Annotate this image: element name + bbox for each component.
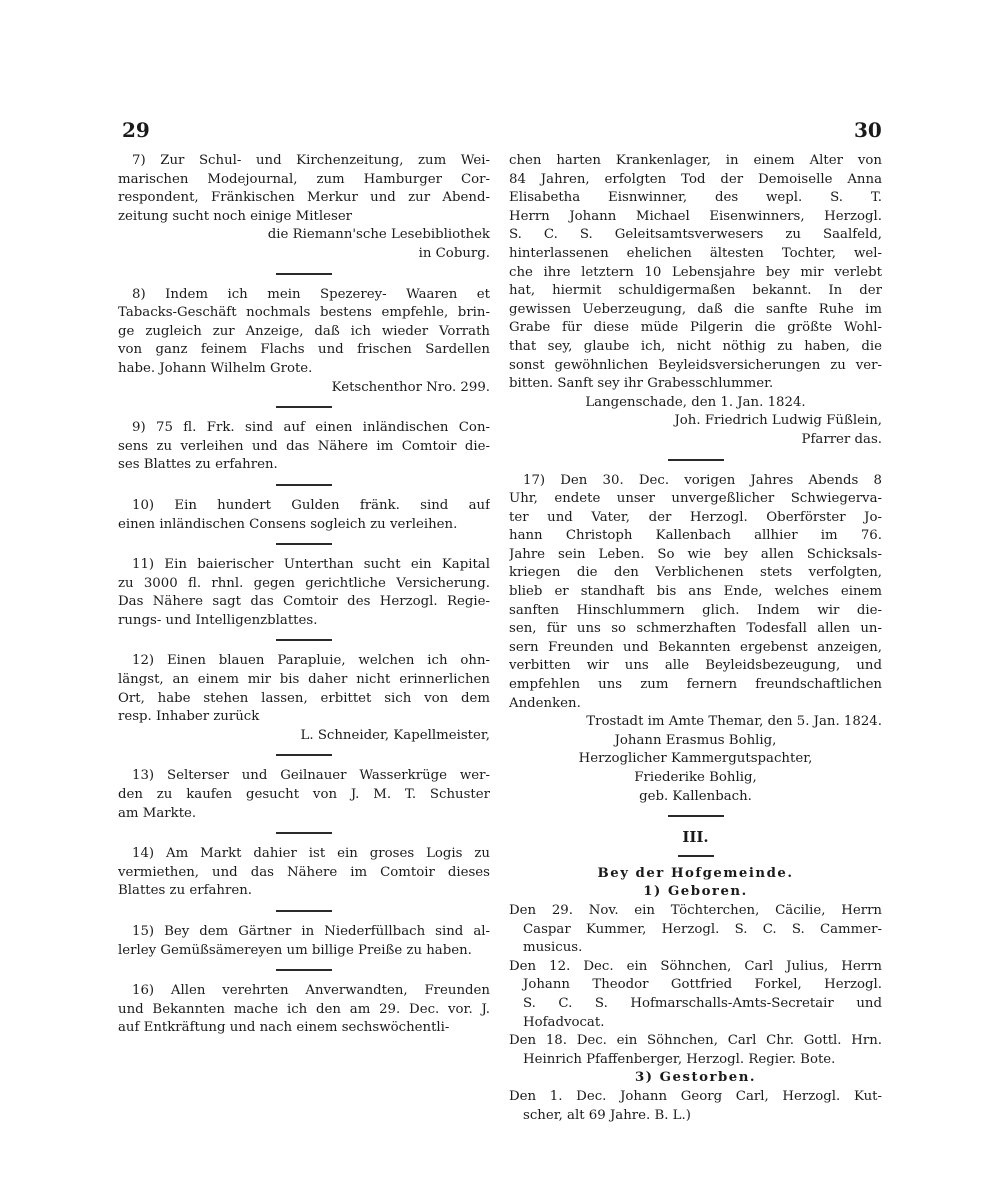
notice-line: chen harten Krankenlager, in einem Alter von — [509, 153, 882, 168]
notice-line: Das Nähere sagt das Comtoir des Herzogl. Regie- — [118, 594, 490, 610]
separator-rule — [668, 815, 724, 817]
notice-line: 7) Zur Schul- und Kirchenzeitung, zum Wei- — [132, 153, 490, 168]
record-line: Den 29. Nov. ein Töchterchen, Cäcilie, Herrn — [509, 902, 882, 918]
separator-rule — [276, 969, 332, 971]
separator-rule — [276, 832, 332, 834]
notice-e16-continuation — [509, 152, 882, 450]
notice-e9 — [118, 419, 490, 475]
notice-signature: Friederike Bohlig, — [634, 770, 757, 785]
notice-line: resp. Inhaber zurück — [118, 709, 260, 725]
separator-rule — [678, 855, 714, 857]
notice-line: rungs- und Intelligenzblattes. — [118, 612, 318, 628]
section-number: III. — [682, 828, 709, 847]
notice-line: ses Blattes zu erfahren. — [118, 457, 278, 473]
notice-e16 — [118, 982, 490, 1038]
record-line: S. C. S. Hofmarschalls-Amts-Secretair und — [523, 995, 882, 1011]
notice-line: zeitung sucht noch einige Mitleser — [118, 208, 353, 224]
separator-rule — [276, 406, 332, 408]
record-line: Heinrich Pfaffenberger, Herzogl. Regier. Bote. — [523, 1051, 836, 1067]
notice-signature: L. Schneider, Kapellmeister, — [300, 727, 490, 743]
record-line: Johann Theodor Gottfried Forkel, Herzogl. — [523, 977, 882, 993]
notice-line: ter und Vater, der Herzogl. Oberförster Jo- — [509, 509, 882, 525]
notice-line: 84 Jahren, erfolgten Tod der Demoiselle Anna — [509, 171, 882, 187]
notice-line: von ganz feinem Flachs und frischen Sardellen — [118, 342, 490, 358]
notice-line: Blattes zu erfahren. — [118, 883, 253, 899]
notice-line: Tabacks-Geschäft nochmals bestens empfehle, brin- — [118, 305, 490, 321]
notice-line: längst, an einem mir bis daher nicht erinnerlichen — [118, 672, 490, 688]
notice-line: Ort, habe stehen lassen, erbittet sich von dem — [118, 690, 490, 706]
left-column — [118, 152, 490, 1038]
notice-line: sanften Hinschlummern glich. Indem wir die- — [509, 602, 882, 618]
notice-line: verbitten wir uns alle Beyleidsbezeugung, und — [509, 658, 882, 674]
notice-line: respondent, Fränkischen Merkur und zur Abend- — [118, 190, 490, 206]
notice-line: den zu kaufen gesucht von J. M. T. Schuster — [118, 787, 490, 803]
death-record — [509, 1088, 882, 1125]
birth-record — [509, 958, 882, 1032]
notice-signature: Joh. Friedrich Ludwig Füßlein, — [674, 413, 882, 429]
notice-line: that sey, glaube ich, nicht nöthig zu haben, die — [509, 338, 882, 354]
notice-e17 — [509, 472, 882, 807]
notice-line: Jahre sein Leben. So wie bey allen Schicksals- — [509, 546, 882, 562]
notice-line: Uhr, endete unser unvergeßlicher Schwiegerva- — [509, 491, 882, 507]
notice-line: che ihre letztern 10 Lebensjahre bey mir verlebt — [509, 264, 882, 280]
notice-signature: Ketschenthor Nro. 299. — [331, 379, 490, 395]
notice-line: am Markte. — [118, 805, 197, 821]
notice-line: 16) Allen verehrten Anverwandten, Freunden — [132, 983, 490, 999]
notice-line: 13) Selterser und Geilnauer Wasserkrüge wer- — [132, 768, 490, 784]
notice-line: hann Christoph Kallenbach allhier im 76. — [509, 528, 882, 544]
separator-rule — [276, 754, 332, 756]
birth-record — [509, 902, 882, 958]
notice-e13 — [118, 767, 490, 823]
notice-signature: die Riemann'sche Lesebibliothek — [267, 227, 490, 243]
right-column — [509, 152, 882, 1125]
record-line: scher, alt 69 Jahre. B. L.) — [523, 1107, 691, 1123]
separator-rule — [668, 459, 724, 461]
notice-line: Andenken. — [509, 695, 581, 711]
notice-line: Grabe für diese müde Pilgerin die größte Wohl- — [509, 320, 882, 336]
record-line: Den 18. Dec. ein Söhnchen, Carl Chr. Gottl. Hrn. — [509, 1033, 882, 1049]
notice-line: S. C. S. Geleitsamtsverwesers zu Saalfeld, — [509, 227, 882, 243]
notice-signature: Johann Erasmus Bohlig, — [614, 732, 777, 748]
deaths-heading: 3) Gestorben. — [634, 1070, 757, 1086]
notice-line: sen, für uns so schmerzhaften Todesfall allen un- — [509, 621, 882, 637]
notice-line: hinterlassenen ehelichen ältesten Tochter, wel- — [509, 245, 882, 261]
notice-line: 10) Ein hundert Gulden fränk. sind auf — [132, 497, 490, 513]
record-line: Hofadvocat. — [523, 1014, 605, 1030]
separator-rule — [276, 910, 332, 912]
record-line: Caspar Kummer, Herzogl. S. C. S. Cammer- — [523, 921, 882, 937]
notice-line: und Bekannten mache ich den am 29. Dec. vor. J. — [118, 1001, 490, 1017]
notice-line: lerley Gemüßsämereyen um billige Preiße zu haben. — [118, 942, 472, 958]
notice-line: zu 3000 fl. rhnl. gegen gerichtliche Versicherung. — [118, 575, 490, 591]
notice-line: 8) Indem ich mein Spezerey- Waaren et — [132, 286, 490, 302]
notice-line: einen inländischen Consens sogleich zu verleihen. — [118, 516, 458, 532]
notice-line: gewissen Ueberzeugung, daß die sanfte Ruhe im — [509, 301, 882, 317]
notice-signature: Herzoglicher Kammergutspachter, — [578, 751, 813, 767]
notice-line: sern Freunden und Bekannten ergebenst anzeigen, — [509, 639, 882, 655]
notice-signature: Pfarrer das. — [801, 431, 882, 447]
notice-line: habe. Johann Wilhelm Grote. — [118, 360, 313, 376]
notice-line: 15) Bey dem Gärtner in Niederfüllbach sind al- — [132, 924, 490, 939]
separator-rule — [276, 543, 332, 545]
births-heading: 1) Geboren. — [643, 884, 748, 900]
birth-record — [509, 1032, 882, 1069]
place-date: Langenschade, den 1. Jan. 1824. — [585, 394, 806, 410]
notice-e8 — [118, 286, 490, 398]
notice-e11 — [118, 556, 490, 630]
notice-e14 — [118, 845, 490, 901]
record-line: Den 12. Dec. ein Söhnchen, Carl Julius, Herrn — [509, 958, 882, 974]
page-number-left: 29 — [122, 118, 150, 142]
notice-signature: in Coburg. — [418, 245, 490, 261]
notice-line: auf Entkräftung und nach einem sechswöchentli- — [118, 1020, 450, 1036]
notice-line: 12) Einen blauen Parapluie, welchen ich ohn- — [132, 653, 490, 669]
notice-e7 — [118, 152, 490, 264]
notice-line: empfehlen uns zum fernern freundschaftlichen — [509, 677, 882, 693]
notice-line: 14) Am Markt dahier ist ein groses Logis zu — [132, 846, 490, 862]
section-title: Bey der Hofgemeinde. — [597, 865, 794, 881]
notice-line: Elisabetha Eisnwinner, des wepl. S. T. — [509, 190, 882, 206]
notice-line: Herrn Johann Michael Eisenwinners, Herzogl. — [509, 208, 882, 224]
notice-line: 11) Ein baierischer Unterthan sucht ein Kapital — [132, 557, 490, 573]
record-line: Den 1. Dec. Johann Georg Carl, Herzogl. Kut- — [509, 1088, 882, 1104]
separator-rule — [276, 484, 332, 486]
notice-line: 9) 75 fl. Frk. sind auf einen inländischen Con- — [132, 420, 490, 436]
notice-line: sonst gewöhnlichen Beyleidsversicherungen zu ver- — [509, 357, 882, 373]
notice-e10 — [118, 497, 490, 534]
separator-rule — [276, 639, 332, 641]
notice-signature: geb. Kallenbach. — [639, 788, 752, 804]
notice-e12 — [118, 652, 490, 745]
notice-line: kriegen die den Verblichenen stets verfolgten, — [509, 565, 882, 581]
page-number-right: 30 — [854, 118, 882, 142]
notice-line: marischen Modejournal, zum Hamburger Cor- — [118, 171, 490, 187]
notice-line: hat, hiermit schuldigermaßen bekannt. In der — [509, 283, 882, 299]
separator-rule — [276, 273, 332, 275]
notice-line: bitten. Sanft sey ihr Grabesschlummer. — [509, 376, 774, 392]
notice-line: sens zu verleihen und das Nähere im Comtoir die- — [118, 438, 490, 454]
notice-e15 — [118, 923, 490, 960]
notice-line: ge zugleich zur Anzeige, daß ich wieder Vorrath — [118, 323, 490, 339]
place-date: Trostadt im Amte Themar, den 5. Jan. 1824. — [586, 714, 882, 730]
notice-line: vermiethen, und das Nähere im Comtoir dieses — [118, 864, 490, 880]
notice-line: 17) Den 30. Dec. vorigen Jahres Abends 8 — [523, 472, 882, 488]
notice-line: blieb er standhaft bis ans Ende, welches einem — [509, 584, 882, 600]
record-line: musicus. — [523, 940, 583, 956]
